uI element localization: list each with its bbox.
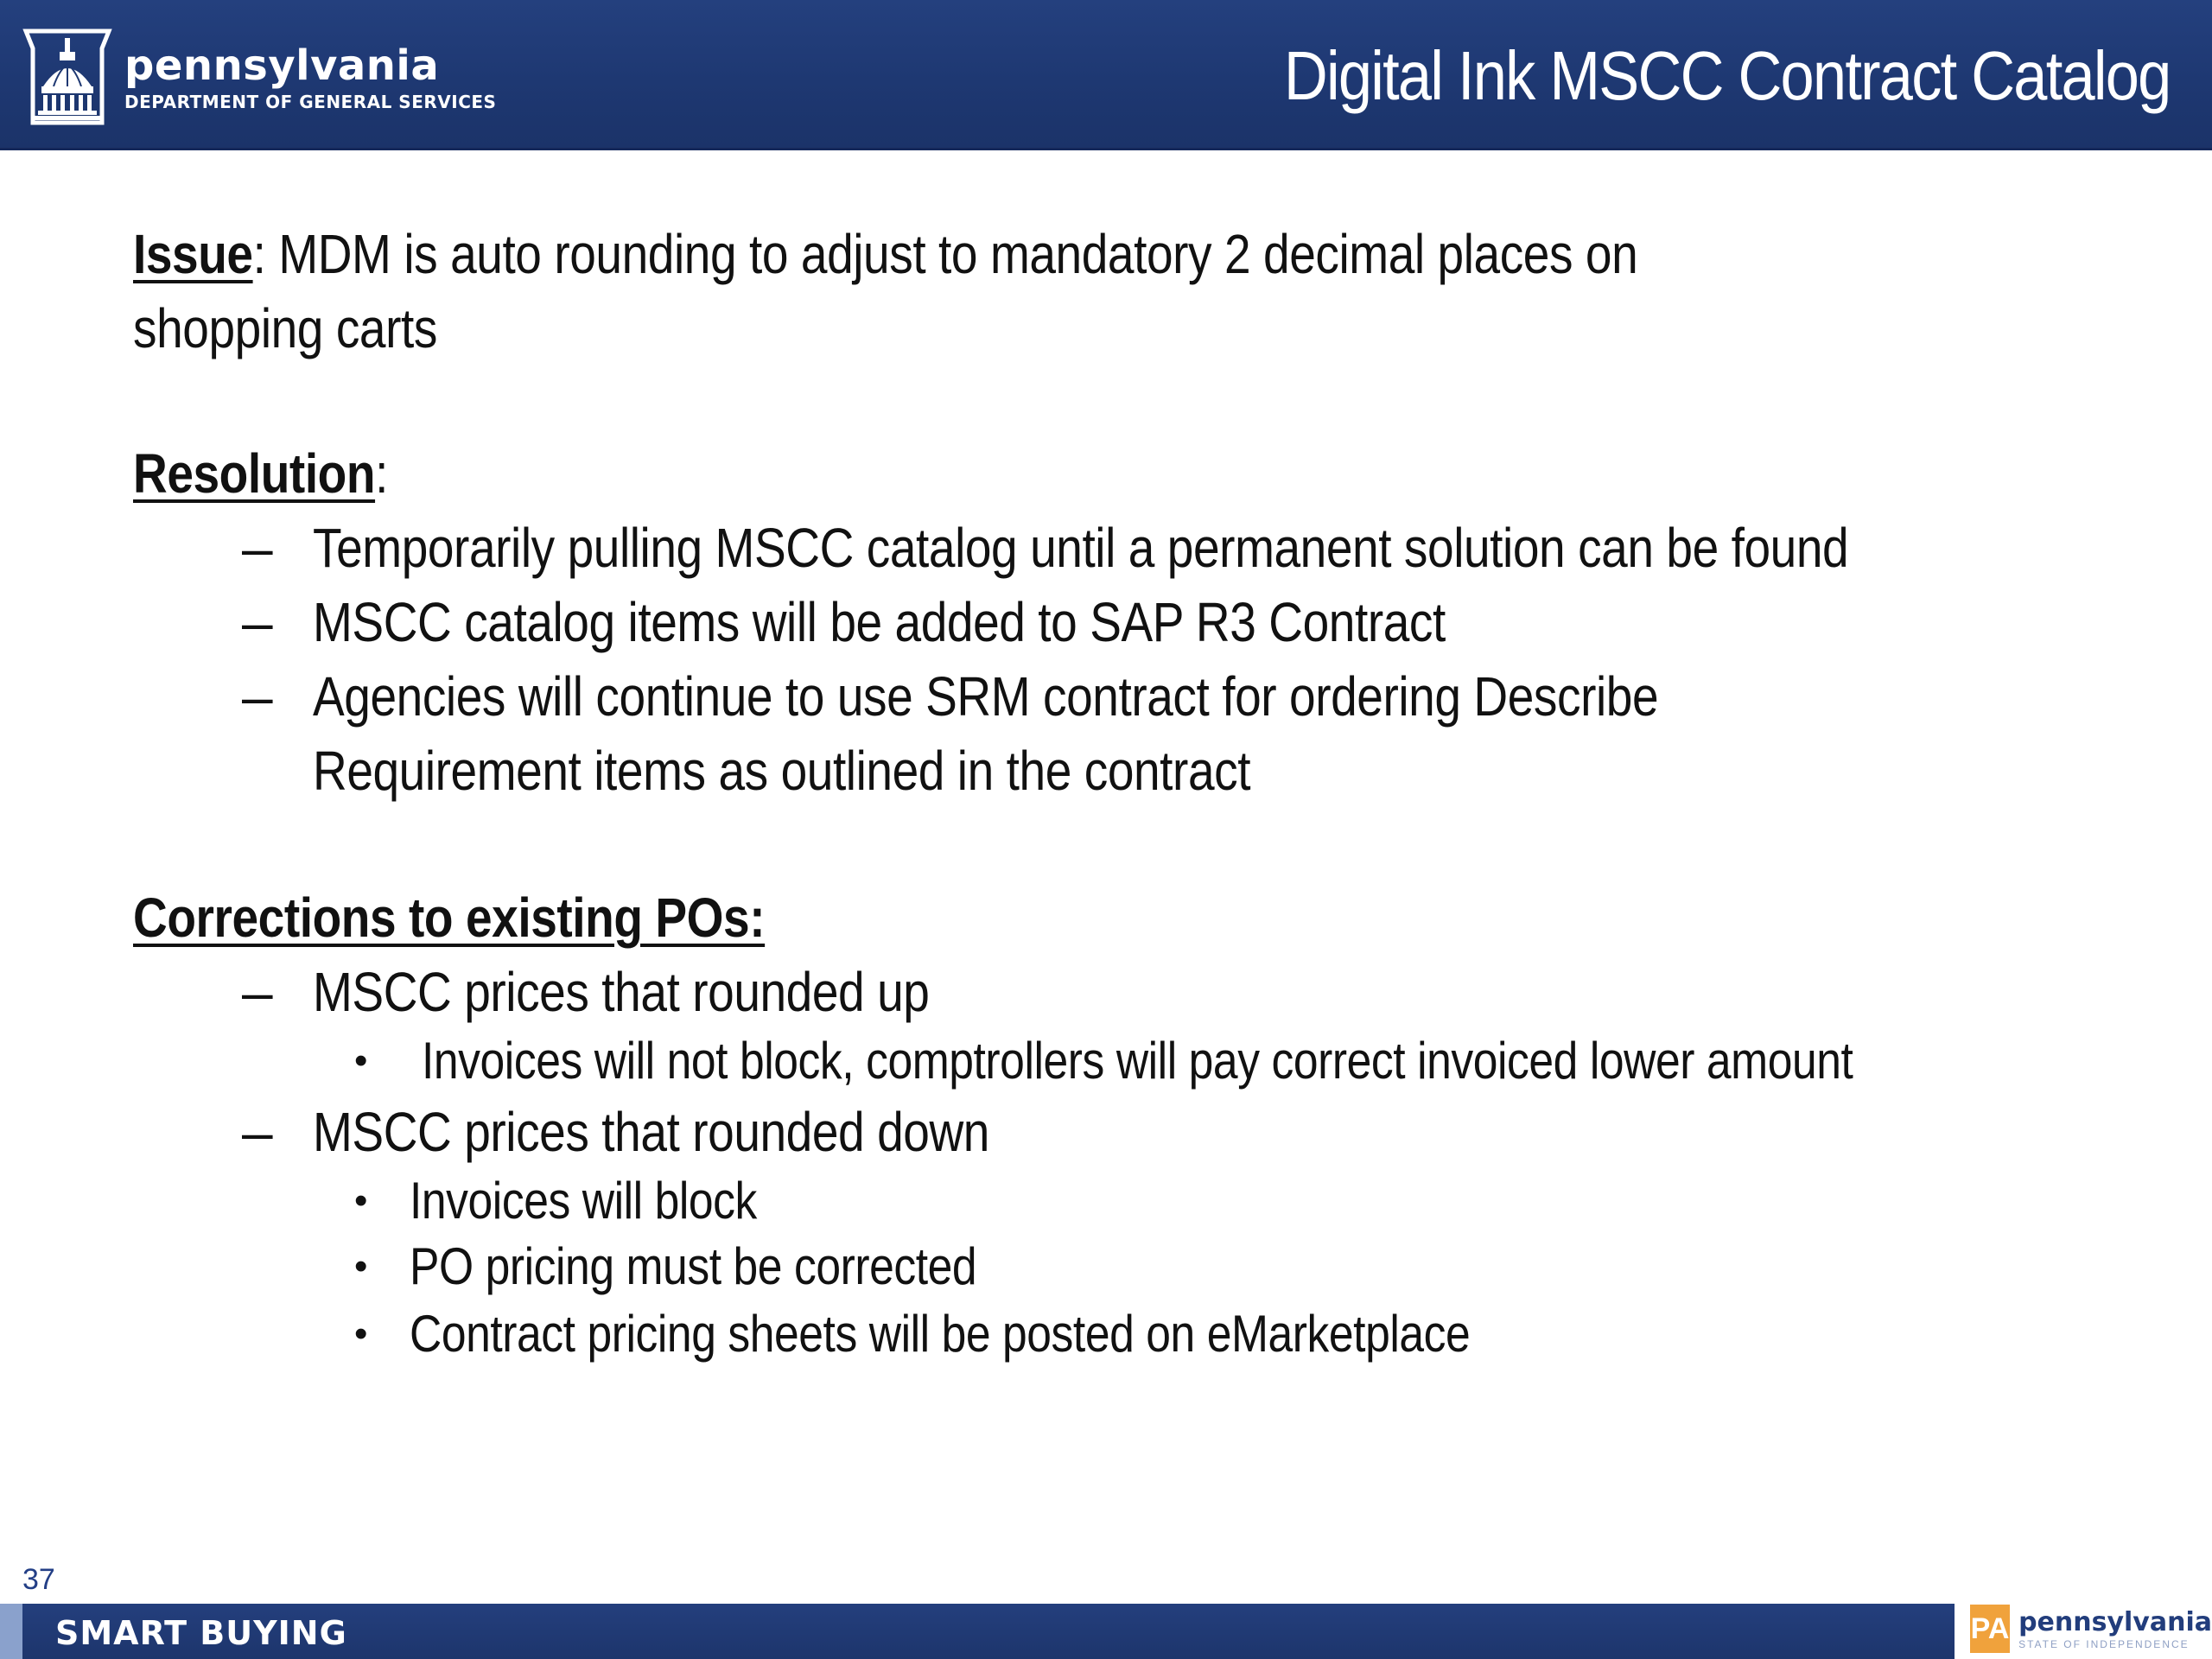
brand-subtitle: DEPARTMENT OF GENERAL SERVICES: [124, 92, 497, 112]
resolution-suffix: :: [375, 442, 388, 505]
resolution-item: MSCC catalog items will be added to SAP R3 Contract: [313, 591, 1446, 653]
corrections-group-title: MSCC prices that rounded down: [313, 1101, 989, 1163]
corrections-bullet: Contract pricing sheets will be posted on eMarketplace: [410, 1305, 1471, 1363]
footer-logo-name: pennsylvania: [2018, 1607, 2212, 1637]
footer-logo-tagline: STATE OF INDEPENDENCE: [2018, 1638, 2190, 1650]
page-number: 37: [22, 1563, 55, 1596]
en-dash-icon: –: [242, 961, 273, 1023]
header-bar: [0, 0, 2212, 150]
resolution-heading: [133, 439, 388, 508]
resolution-item-continued: Requirement items as outlined in the contract: [313, 740, 1251, 802]
slide-title: Digital Ink MSCC Contract Catalog: [1284, 37, 2171, 114]
corrections-bullet: Invoices will block: [410, 1172, 757, 1230]
brand-text: [124, 41, 496, 114]
corrections-bullet: Invoices will not block, comptrollers will pay correct invoiced lower amount: [422, 1032, 1853, 1090]
footer-label: SMART BUYING: [55, 1614, 347, 1652]
issue-line-2: shopping carts: [133, 297, 437, 359]
bullet-icon: •: [354, 1245, 368, 1287]
bullet-icon: •: [354, 1179, 368, 1222]
issue-text: : MDM is auto rounding to adjust to mandatory 2 decimal places on: [252, 223, 1638, 285]
footer-bar: [0, 1604, 2212, 1659]
en-dash-icon: –: [242, 591, 273, 653]
capitol-dome-icon: [19, 26, 116, 130]
en-dash-icon: –: [242, 1101, 273, 1163]
brand-logo: [19, 26, 496, 130]
en-dash-icon: –: [242, 665, 273, 728]
bullet-icon: •: [354, 1039, 368, 1082]
footer-logo: [1955, 1599, 2212, 1659]
footer-accent: [0, 1604, 22, 1659]
corrections-group-title: MSCC prices that rounded up: [313, 961, 930, 1023]
pa-badge-icon: PA: [1970, 1605, 2010, 1653]
resolution-label: Resolution: [133, 442, 376, 505]
resolution-item: Temporarily pulling MSCC catalog until a permanent solution can be found: [313, 517, 1849, 579]
footer-logo-text: [2018, 1607, 2212, 1650]
corrections-heading: [133, 883, 765, 952]
brand-name: pennsylvania: [124, 41, 440, 90]
corrections-bullet: PO pricing must be corrected: [410, 1237, 977, 1295]
en-dash-icon: –: [242, 517, 273, 579]
issue-line-1: [133, 219, 1637, 289]
corrections-label: Corrections to existing POs:: [133, 887, 766, 949]
bullet-icon: •: [354, 1313, 368, 1355]
resolution-item: Agencies will continue to use SRM contract for ordering Describe: [313, 665, 1659, 728]
issue-label: Issue: [133, 223, 253, 285]
